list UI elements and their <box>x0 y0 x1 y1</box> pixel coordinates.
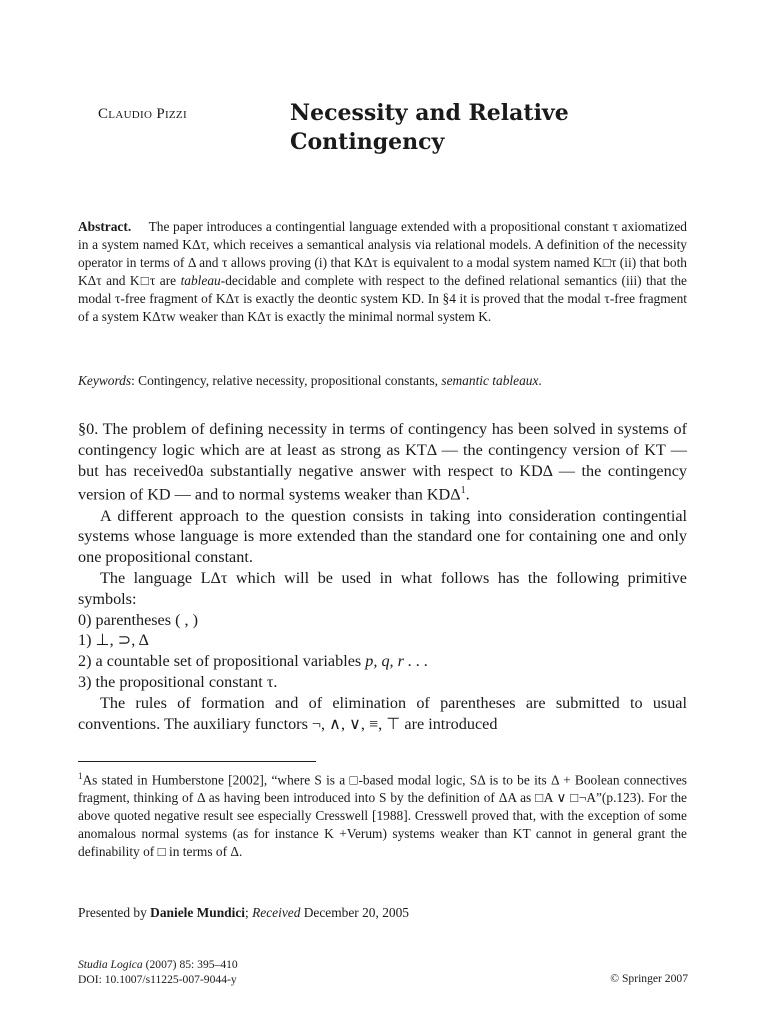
list-item-0: 0) parentheses ( , ) <box>78 610 199 629</box>
author-name: Claudio Pizzi <box>98 106 187 122</box>
keywords-italic: semantic tableaux <box>441 373 539 388</box>
abstract-italic: tableau <box>180 272 221 288</box>
presented-by <box>78 904 409 922</box>
body-text <box>78 419 687 734</box>
keywords-end: . <box>538 373 542 388</box>
presented-prefix: Presented by <box>78 905 151 920</box>
list-item-2 <box>78 651 687 672</box>
paragraph-section-0 <box>78 419 687 506</box>
paper-title: Necessity and Relative Contingency <box>290 100 569 155</box>
list-item-2-vars: p, q, r . . . <box>365 652 429 671</box>
paragraph-1-text: §0. The problem of defining necessity in terms of contingency has been solved in systems of contingency logic which are at least as strong as KTΔ — the contingency version of KT — but has received0a substantially negative answer with respect to KDΔ — the contingency version of KD — and to normal systems weaker than KDΔ <box>78 420 687 504</box>
journal-citation: (2007) 85: 395–410 <box>142 958 238 971</box>
editor-name: Daniele Mundici <box>150 905 246 920</box>
footnote-text: As stated in Humberstone [2002], “where S is a □-based modal logic, SΔ is to be its Δ + Boolean connectives fragment, thinking of Δ as having been introduced into S by the definition of ΔA as □A ∨ □¬A”(p.123). For the above quoted negative result see especially Cresswell [1988]. Cresswell proved that, with the exception of some anomalous normal systems (as for instance K +Verum) systems weaker than KT cannot in general grant the definability of □ in terms of Δ. <box>78 772 687 859</box>
received-label: Received <box>252 905 301 920</box>
footnote-number: 1 <box>78 771 83 781</box>
abstract <box>78 218 687 325</box>
received-date: December 20, 2005 <box>300 905 409 920</box>
journal-info <box>78 957 238 987</box>
paragraph-4: The rules of formation and of elimination of parentheses are submitted to usual conventions. The auxiliary functors ¬, ∧, ∨, ≡, ⊤ are introduced <box>78 693 687 733</box>
abstract-text-1: The paper introduces a contingential language extended with a propositional constant τ axiomatized in a system named KΔτ, which receives a semantical analysis via relational models. A definition of the necessity operator in terms of Δ and τ allows proving (i) that KΔτ is equivalent to a modal system named K□τ (ii) that both KΔτ and K□τ are <box>78 219 687 288</box>
footnote <box>78 768 687 860</box>
abstract-label: Abstract. <box>78 219 132 234</box>
doi[interactable]: DOI: 10.1007/s11225-007-9044-y <box>78 973 237 986</box>
footnote-ref[interactable]: 1 <box>460 485 466 497</box>
paragraph-1-end: . <box>465 485 470 504</box>
journal-citation-line <box>78 957 238 972</box>
list-item-3: 3) the propositional constant τ. <box>78 672 278 691</box>
presented-sep: ; <box>245 905 253 920</box>
paragraph-2: A different approach to the question consists in taking into consideration contingential systems whose language is more extended than the standard one for containing one and only one propositional constant. <box>78 506 687 567</box>
list-item-2-text: 2) a countable set of propositional variables <box>78 652 366 671</box>
abstract-text-2: -decidable and complete with respect to the defined relational semantics (iii) that the modal τ-free fragment of KΔτ is exactly the deontic system KD. In §4 it is proved that the modal τ-free fragment of a system KΔτw weaker than KΔτ is exactly the minimal normal system K. <box>78 272 687 324</box>
footnote-divider <box>78 761 316 762</box>
journal-name: Studia Logica <box>78 958 143 971</box>
paragraph-3: The language LΔτ which will be used in what follows has the following primitive symbols: <box>78 568 687 608</box>
keywords <box>78 372 687 390</box>
list-item-1: 1) ⊥, ⊃, Δ <box>78 631 149 650</box>
keywords-list: : Contingency, relative necessity, propositional constants, <box>131 373 442 388</box>
copyright: © Springer 2007 <box>610 972 688 985</box>
keywords-label: Keywords <box>78 373 132 388</box>
